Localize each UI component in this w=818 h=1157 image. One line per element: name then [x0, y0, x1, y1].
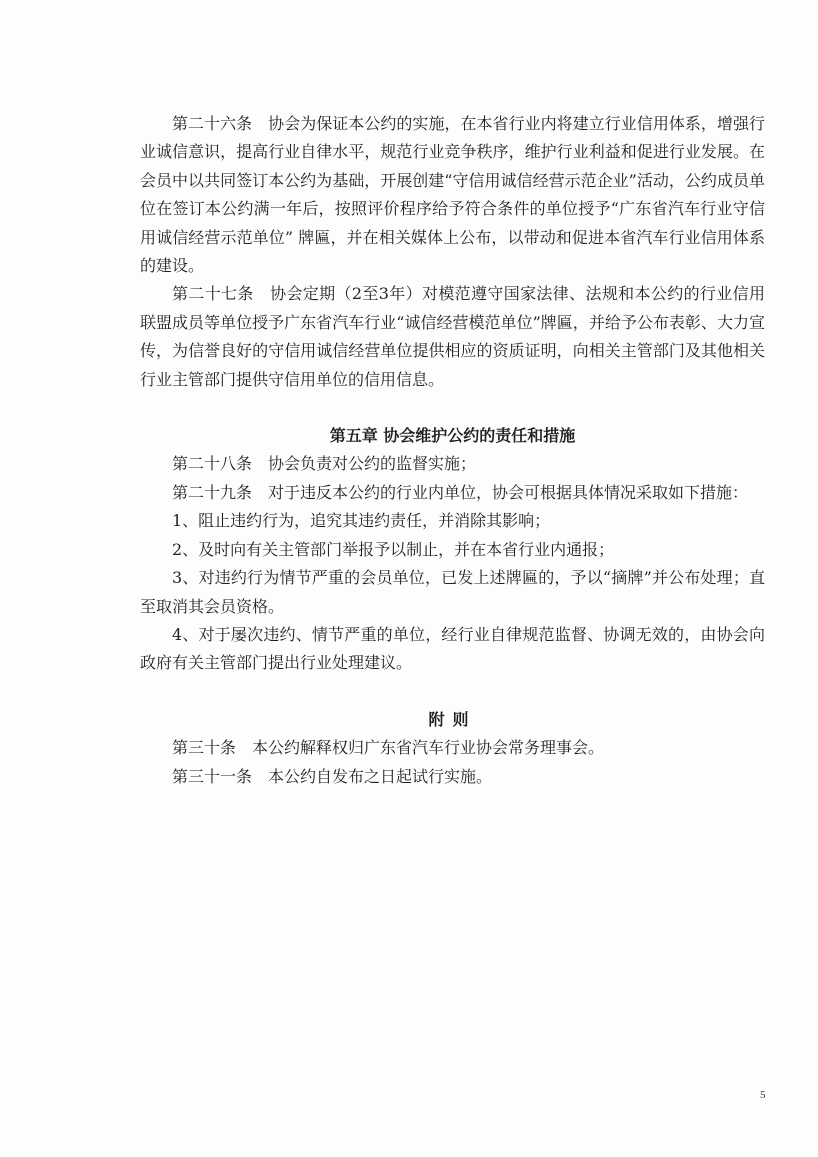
measure-2: 2、及时向有关主管部门举报予以制止，并在本省行业内通报；	[172, 539, 615, 559]
measure-3: 3、对违约行为情节严重的会员单位，已发上述牌匾的，予以“摘牌”并公布处理；直至取消其会员资格。	[140, 568, 765, 616]
article-26: 第二十六条 协会为保证本公约的实施，在本省行业内将建立行业信用体系，增强行业诚信意识，提高行业自律水平，规范行业竞争秩序，维护行业利益和促进行业发展。在会员中以共同签订本公约为基础，开展创建“守信用诚信经营示范企业”活动，公约成员单位在签订本公约满一年后，按照评价程序给予符合条件的单位授予“广东省汽车行业守信用诚信经营示范单位” 牌匾，并在相关媒体上公布，以带动和促进本省汽车行业信用体系的建设。	[140, 114, 765, 276]
article-27: 第二十七条 协会定期（2至3年）对模范遵守国家法律、法规和本公约的行业信用联盟成员等单位授予广东省汽车行业“诚信经营模范单位”牌匾，并给予公布表彰、大力宣传，为信誉良好的守信用诚信经营单位提供相应的资质证明，向相关主管部门及其他相关行业主管部门提供守信用单位的信用信息。	[140, 284, 765, 389]
chapter-5-title: 第五章 协会维护公约的责任和措施	[329, 426, 576, 446]
measure-4: 4、对于屡次违约、情节严重的单位，经行业自律规范监督、协调无效的，由协会向政府有关主管部门提出行业处理建议。	[140, 624, 765, 673]
measure-1: 1、阻止违约行为，追究其违约责任，并消除其影响；	[172, 511, 551, 531]
article-28: 第二十八条 协会负责对公约的监督实施；	[172, 454, 477, 474]
article-30: 第三十条 本公约解释权归广东省汽车行业协会常务理事会。	[172, 738, 605, 758]
article-31: 第三十一条 本公约自发布之日起试行实施。	[172, 766, 493, 786]
document-body	[140, 110, 765, 791]
appendix-title: 附则	[428, 709, 477, 729]
article-29: 第二十九条 对于违反本公约的行业内单位，协会可根据具体情况采取如下措施：	[172, 482, 749, 502]
page-number: 5	[760, 1089, 766, 1101]
